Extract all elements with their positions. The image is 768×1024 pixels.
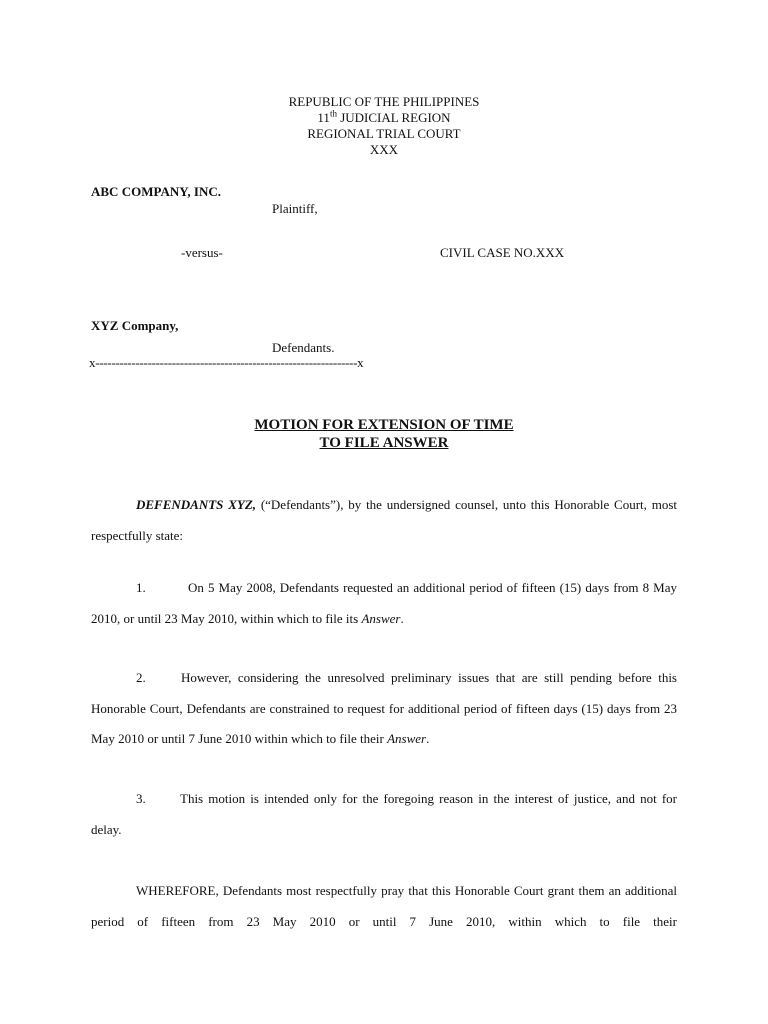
paragraph-2: 2. However, considering the unresolved preliminary issues that are still pending before this Honorable Court, Defendants are constrained to request for additional period of fifteen days (15) days from 23 May 2010 or until 7 June 2010 within which to file their Answer. (91, 663, 677, 755)
caption-republic: REPUBLIC OF THE PHILIPPINES (288, 94, 480, 109)
intro-lead: DEFENDANTS XYZ, (136, 497, 257, 512)
plaintiff-name: ABC COMPANY, INC. (91, 184, 221, 199)
paragraph-2-number: 2. (136, 670, 146, 685)
versus-label: -versus- (181, 245, 223, 260)
paragraph-1-text: On 5 May 2008, Defendants requested an additional period of fifteen (15) days from 8 May 2010, or until 23 May 2010, within which to file its (91, 580, 677, 626)
paragraph-1-number: 1. (136, 580, 146, 595)
defendant-name: XYZ Company, (91, 318, 179, 333)
defendant-label: Defendants. (272, 340, 335, 355)
wherefore-paragraph (91, 876, 677, 937)
court-caption (0, 94, 768, 158)
paragraph-3 (91, 784, 677, 845)
paragraph-2-italic: Answer (387, 731, 427, 746)
caption-divider: x-----------------------------------------------------------------x (89, 355, 364, 370)
wherefore-text: WHEREFORE, Defendants most respectfully pray that this Honorable Court grant them an additional period of fifteen from 23 May 2010 or until 7 June 2010, within which to file their (91, 883, 677, 929)
plaintiff-label: Plaintiff, (272, 201, 318, 216)
case-number: CIVIL CASE NO.XXX (440, 245, 565, 260)
motion-title (0, 416, 768, 452)
title-line-2: TO FILE ANSWER (319, 435, 449, 451)
caption-branch: XXX (369, 142, 399, 157)
paragraph-1-italic: Answer (361, 610, 401, 626)
paragraph-2-text: However, considering the unresolved preliminary issues that are still pending before this Honorable Court, Defendants are constrained to request for additional period of fifteen days (15) days from 23 May 2010 or until 7 June 2010 within which to file their (91, 670, 677, 746)
caption-court: REGIONAL TRIAL COURT (307, 126, 461, 141)
paragraph-3-text: This motion is intended only for the foregoing reason in the interest of justice, and not for delay. (91, 791, 677, 837)
intro-paragraph (91, 490, 677, 551)
paragraph-1: 1. On 5 May 2008, Defendants requested an additional period of fifteen (15) days from 8 May 2010, or until 23 May 2010, within which to file its Answer. (91, 573, 677, 634)
title-line-1: MOTION FOR EXTENSION OF TIME (254, 417, 514, 433)
caption-judicial-region: 11th JUDICIAL REGION (317, 108, 451, 125)
paragraph-3-number: 3. (136, 791, 146, 806)
intro-text: (“Defendants”), by the undersigned counsel, unto this Honorable Court, most respectfully state: (91, 497, 677, 543)
